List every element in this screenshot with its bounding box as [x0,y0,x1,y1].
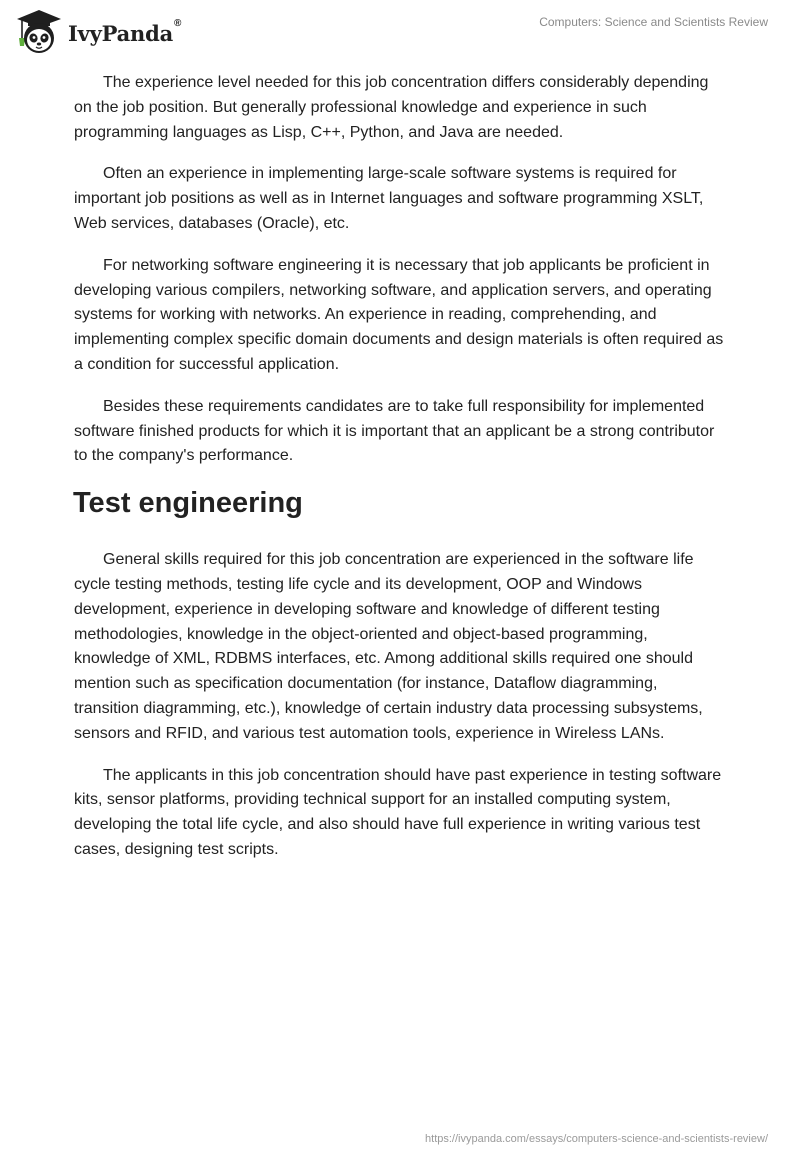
paragraph: For networking software engineering it is necessary that job applicants be proficient in developing various compilers, networking software, and application servers, and operating systems for working with networks. An experience in reading, comprehending, and implementing complex specific domain documents and design materials is often required as a condition for successful application. [74,256,724,373]
logo-wordmark: IvyPanda® [68,17,182,46]
paragraph: The applicants in this job concentration should have past experience in testing software kits, sensor platforms, providing technical support for an installed computing system, developing the total life cycle, and also should have full experience in writing various test cases, designing test scripts. [74,766,722,858]
registered-mark: ® [174,17,182,29]
paragraph: The experience level needed for this job concentration differs considerably depending on the job position. But generally professional knowledge and experience in such programming languages as Lisp, C++, Python, and Java are needed. [74,74,709,141]
essay-body [74,71,726,880]
panda-graduate-icon [14,8,64,56]
paragraph: General skills required for this job concentration are experienced in the software life cycle testing methods, testing life cycle and its development, OOP and Windows development, experience in developing software and knowledge of different testing methodologies, knowledge in the object-oriented and object-based programming, knowledge of XML, RDBMS interfaces, etc. Among additional skills required one should mention such as specification documentation (for instance, Dataflow diagramming, transition diagramming, etc.), knowledge of certain industry data processing subsystems, sensors and RFID, and various test automation tools, experience in Wireless LANs. [74,551,703,742]
paragraph: Besides these requirements candidates are to take full responsibility for implemented software finished products for which it is important that an applicant be a strong contributor to the company's performance. [74,397,715,465]
paragraph: Often an experience in implementing large-scale software systems is required for important job positions as well as in Internet languages and software programming XSLT, Web services, databases (Oracle), etc. [74,165,704,232]
source-url[interactable]: https://ivypanda.com/essays/computers-science-and-scientists-review/ [425,1133,768,1145]
ivypanda-logo[interactable] [14,8,181,56]
document-title: Computers: Science and Scientists Review [539,15,768,29]
section-heading: Test engineering [73,487,303,520]
page-header [0,0,800,60]
